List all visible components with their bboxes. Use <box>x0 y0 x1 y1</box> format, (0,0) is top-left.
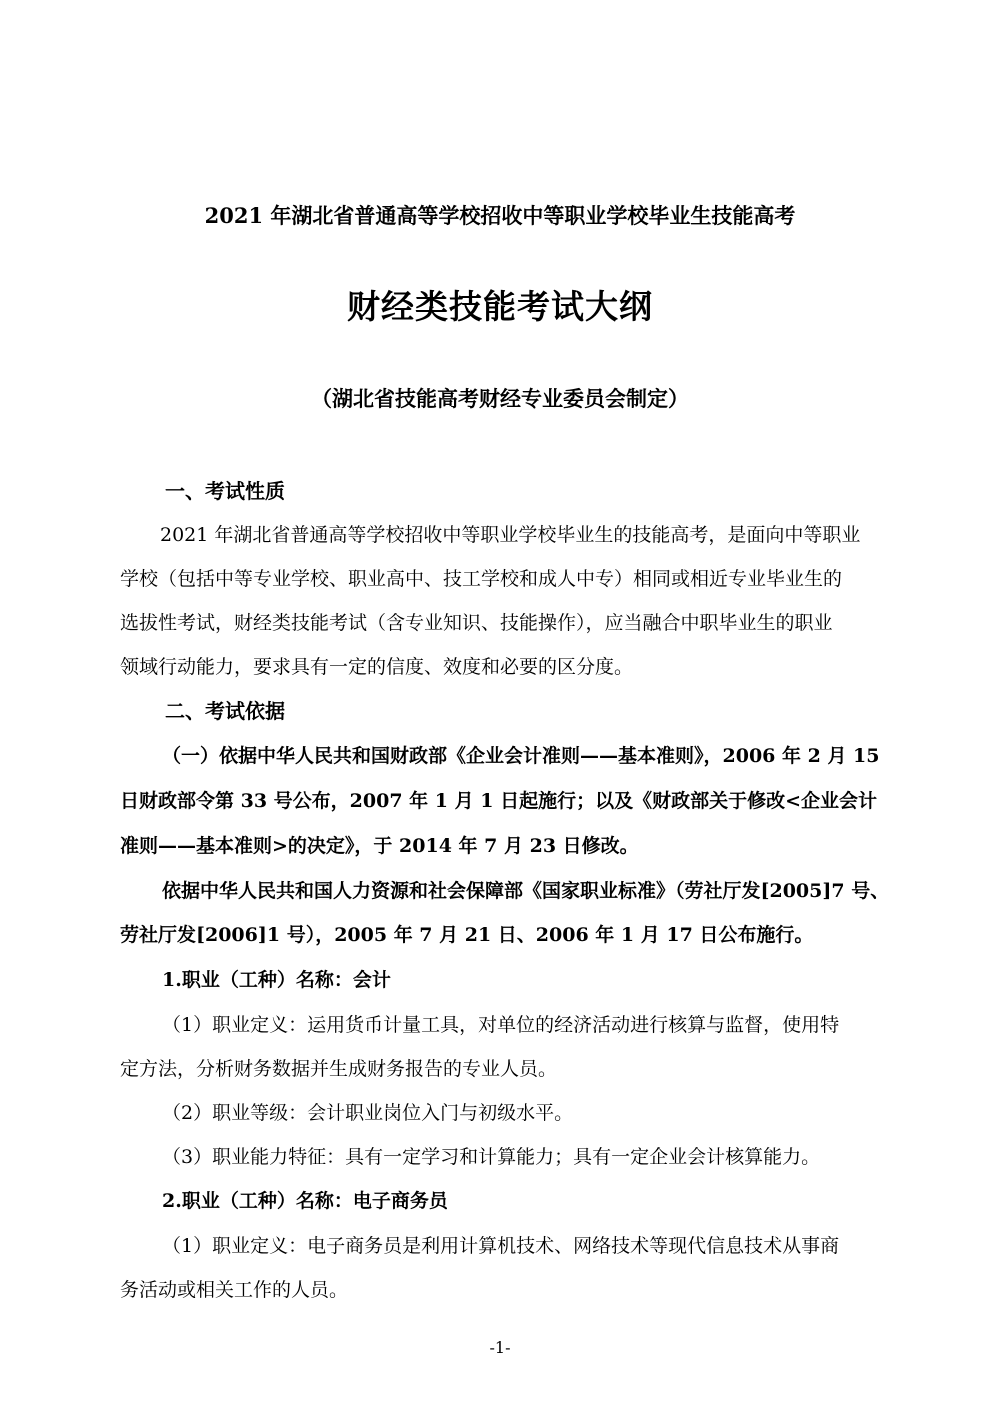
section1-line: 选拔性考试，财经类技能考试（含专业知识、技能操作），应当融合中职毕业生的职业 <box>120 612 833 634</box>
basis-paragraph-line: 依据中华人民共和国人力资源和社会保障部《国家职业标准》（劳社厅发[2005]7 号、 <box>162 880 890 902</box>
job2-definition-line: （1）职业定义：电子商务员是利用计算机技术、网络技术等现代信息技术从事商 <box>162 1235 840 1257</box>
job2-heading: 2.职业（工种）名称：电子商务员 <box>162 1190 448 1212</box>
section2-heading: 二、考试依据 <box>165 699 285 723</box>
document-title: 财经类技能考试大纲 <box>347 287 653 326</box>
basis-paragraph-line: 劳社厅发[2006]1 号），2005 年 7 月 21 日、2006 年 1 月 17 日公布施行。 <box>120 924 814 946</box>
section1-line: 领域行动能力，要求具有一定的信度、效度和必要的区分度。 <box>120 656 634 678</box>
document-title-line1: 2021 年湖北省普通高等学校招收中等职业学校毕业生技能高考 <box>204 203 796 228</box>
job1-definition-line: （1）职业定义：运用货币计量工具，对单位的经济活动进行核算与监督，使用特 <box>162 1014 840 1036</box>
job2-definition-line: 务活动或相关工作的人员。 <box>120 1279 349 1301</box>
basis-paragraph-line: 日财政部令第 33 号公布，2007 年 1 月 1 日起施行；以及《财政部关于修改<企业会计 <box>120 790 877 812</box>
document-subtitle: （湖北省技能高考财经专业委员会制定） <box>311 386 689 411</box>
section1-heading: 一、考试性质 <box>165 479 285 503</box>
basis-paragraph-line: （一）依据中华人民共和国财政部《企业会计准则——基本准则》，2006 年 2 月 15 <box>162 745 880 767</box>
basis-paragraph-line: 准则——基本准则>的决定》，于 2014 年 7 月 23 日修改。 <box>120 835 639 857</box>
job1-level: （2）职业等级：会计职业岗位入门与初级水平。 <box>162 1102 574 1124</box>
job1-definition-line: 定方法，分析财务数据并生成财务报告的专业人员。 <box>120 1058 558 1080</box>
section1-line: 学校（包括中等专业学校、职业高中、技工学校和成人中专）相同或相近专业毕业生的 <box>120 568 843 590</box>
job1-ability: （3）职业能力特征：具有一定学习和计算能力；具有一定企业会计核算能力。 <box>162 1146 821 1168</box>
section1-line: 2021 年湖北省普通高等学校招收中等职业学校毕业生的技能高考，是面向中等职业 <box>160 524 861 546</box>
job1-heading: 1.职业（工种）名称：会计 <box>162 969 391 991</box>
page-number: -1- <box>489 1338 511 1357</box>
